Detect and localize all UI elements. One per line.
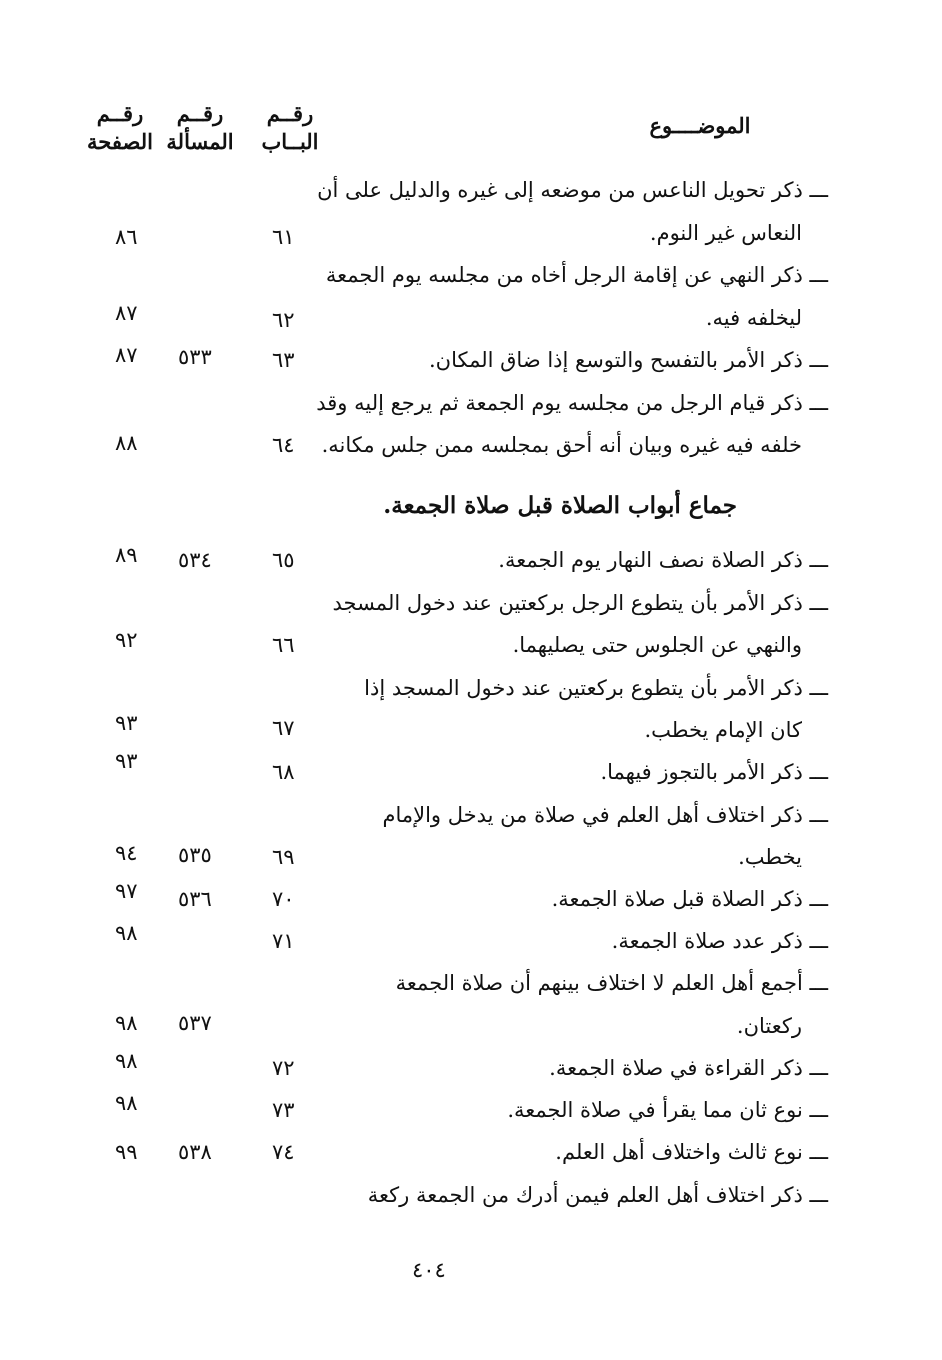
entry-line: ـــ ذكر القراءة في صلاة الجمعة. [549,1056,828,1080]
chapter-number: ٦٥ [272,548,295,572]
page-ref: ٩٨ [115,1011,138,1035]
issue-number: ٥٣٣ [178,345,212,369]
entry-line: ـــ ذكر الصلاة نصف النهار يوم الجمعة. [498,548,828,572]
chapter-number: ٧٢ [272,1056,295,1080]
entry-line: ـــ ذكر عدد صلاة الجمعة. [611,929,828,953]
page-ref: ٩٨ [115,1091,138,1115]
page-ref: ٩٣ [115,749,138,773]
entry-line: ـــ ذكر الصلاة قبل صلاة الجمعة. [551,887,828,911]
entry-line: كان الإمام يخطب. [644,718,802,742]
header-chapter-line2: البــاب [261,129,319,154]
entry-line: ـــ ذكر اختلاف أهل العلم في صلاة من يدخل والإمام [382,803,828,827]
page-ref: ٨٧ [115,301,138,325]
section-heading: جماع أبواب الصلاة قبل صلاة الجمعة. [383,492,737,519]
issue-number: ٥٣٦ [178,887,212,911]
chapter-number: ٦٦ [272,633,295,657]
header-page [80,100,160,156]
entry-line: النعاس غير النوم. [649,221,802,245]
header-chapter [250,100,330,156]
chapter-number: ٦٩ [272,845,295,869]
page-ref: ٩٧ [115,879,138,903]
header-issue-line1: رقــم [176,101,224,126]
entry-line: يخطب. [738,845,802,869]
entry-line: ركعتان. [736,1014,802,1038]
chapter-number: ٦٢ [272,308,295,332]
issue-number: ٥٣٥ [178,843,212,867]
entry-line: ـــ نوع ثان مما يقرأ في صلاة الجمعة. [507,1098,828,1122]
entry-line: ليخلفه فيه. [705,306,802,330]
chapter-number: ٦١ [272,225,295,249]
header-issue [160,100,240,156]
chapter-number: ٦٧ [272,716,295,740]
entry-line: ـــ ذكر الأمر بالتجوز فيهما. [600,760,828,784]
header-issue-line2: المسألة [166,129,234,154]
page-ref: ٨٧ [115,343,138,367]
chapter-number: ٦٤ [272,433,295,457]
header-chapter-line1: رقــم [266,101,314,126]
chapter-number: ٧٤ [272,1140,295,1164]
page-ref: ٨٦ [115,225,138,249]
header-topic [600,112,800,140]
issue-number: ٥٣٤ [178,548,212,572]
page-ref: ٩٨ [115,921,138,945]
issue-number: ٥٣٨ [178,1140,212,1164]
issue-number: ٥٣٧ [178,1011,212,1035]
chapter-number: ٦٣ [272,348,295,372]
chapter-number: ٧٠ [272,887,295,911]
entry-line: والنهي عن الجلوس حتى يصليهما. [512,633,802,657]
entry-line: ـــ ذكر الأمر بأن يتطوع الرجل بركعتين عند دخول المسجد [332,591,828,615]
entry-line: ـــ نوع ثالث واختلاف أهل العلم. [555,1140,828,1164]
chapter-number: ٦٨ [272,760,295,784]
header-topic-label: الموضــــوع [649,113,751,138]
entry-line: ـــ ذكر اختلاف أهل العلم فيمن أدرك من الجمعة ركعة [367,1183,828,1207]
page-ref: ٩٩ [115,1140,138,1164]
chapter-number: ٧١ [272,929,295,953]
entry-line: ـــ ذكر النهي عن إقامة الرجل أخاه من مجلسه يوم الجمعة [325,263,828,287]
page-ref: ٩٨ [115,1049,138,1073]
page-ref: ٩٣ [115,711,138,735]
page-ref: ٨٨ [115,431,138,455]
entry-line: ـــ ذكر الأمر بالتفسح والتوسع إذا ضاق المكان. [429,348,828,372]
page-ref: ٩٢ [115,628,138,652]
entry-line: ـــ ذكر تحويل الناعس من موضعه إلى غيره والدليل على أن [317,178,828,202]
entry-line: ـــ أجمع أهل العلم لا اختلاف بينهم أن صلاة الجمعة [395,971,828,995]
header-page-line2: الصفحة [87,129,153,154]
page-ref: ٩٤ [115,841,138,865]
header-page-line1: رقــم [96,101,144,126]
entry-line: خلفه فيه غيره وبيان أنه أحق بمجلسه ممن جلس مكانه. [321,433,802,457]
entry-line: ـــ ذكر قيام الرجل من مجلسه يوم الجمعة ثم يرجع إليه وقد [316,391,828,415]
chapter-number: ٧٣ [272,1098,295,1122]
page-number: ٤٠٤ [412,1258,446,1282]
page-ref: ٨٩ [115,543,138,567]
entry-line: ـــ ذكر الأمر بأن يتطوع بركعتين عند دخول المسجد إذا [364,676,828,700]
